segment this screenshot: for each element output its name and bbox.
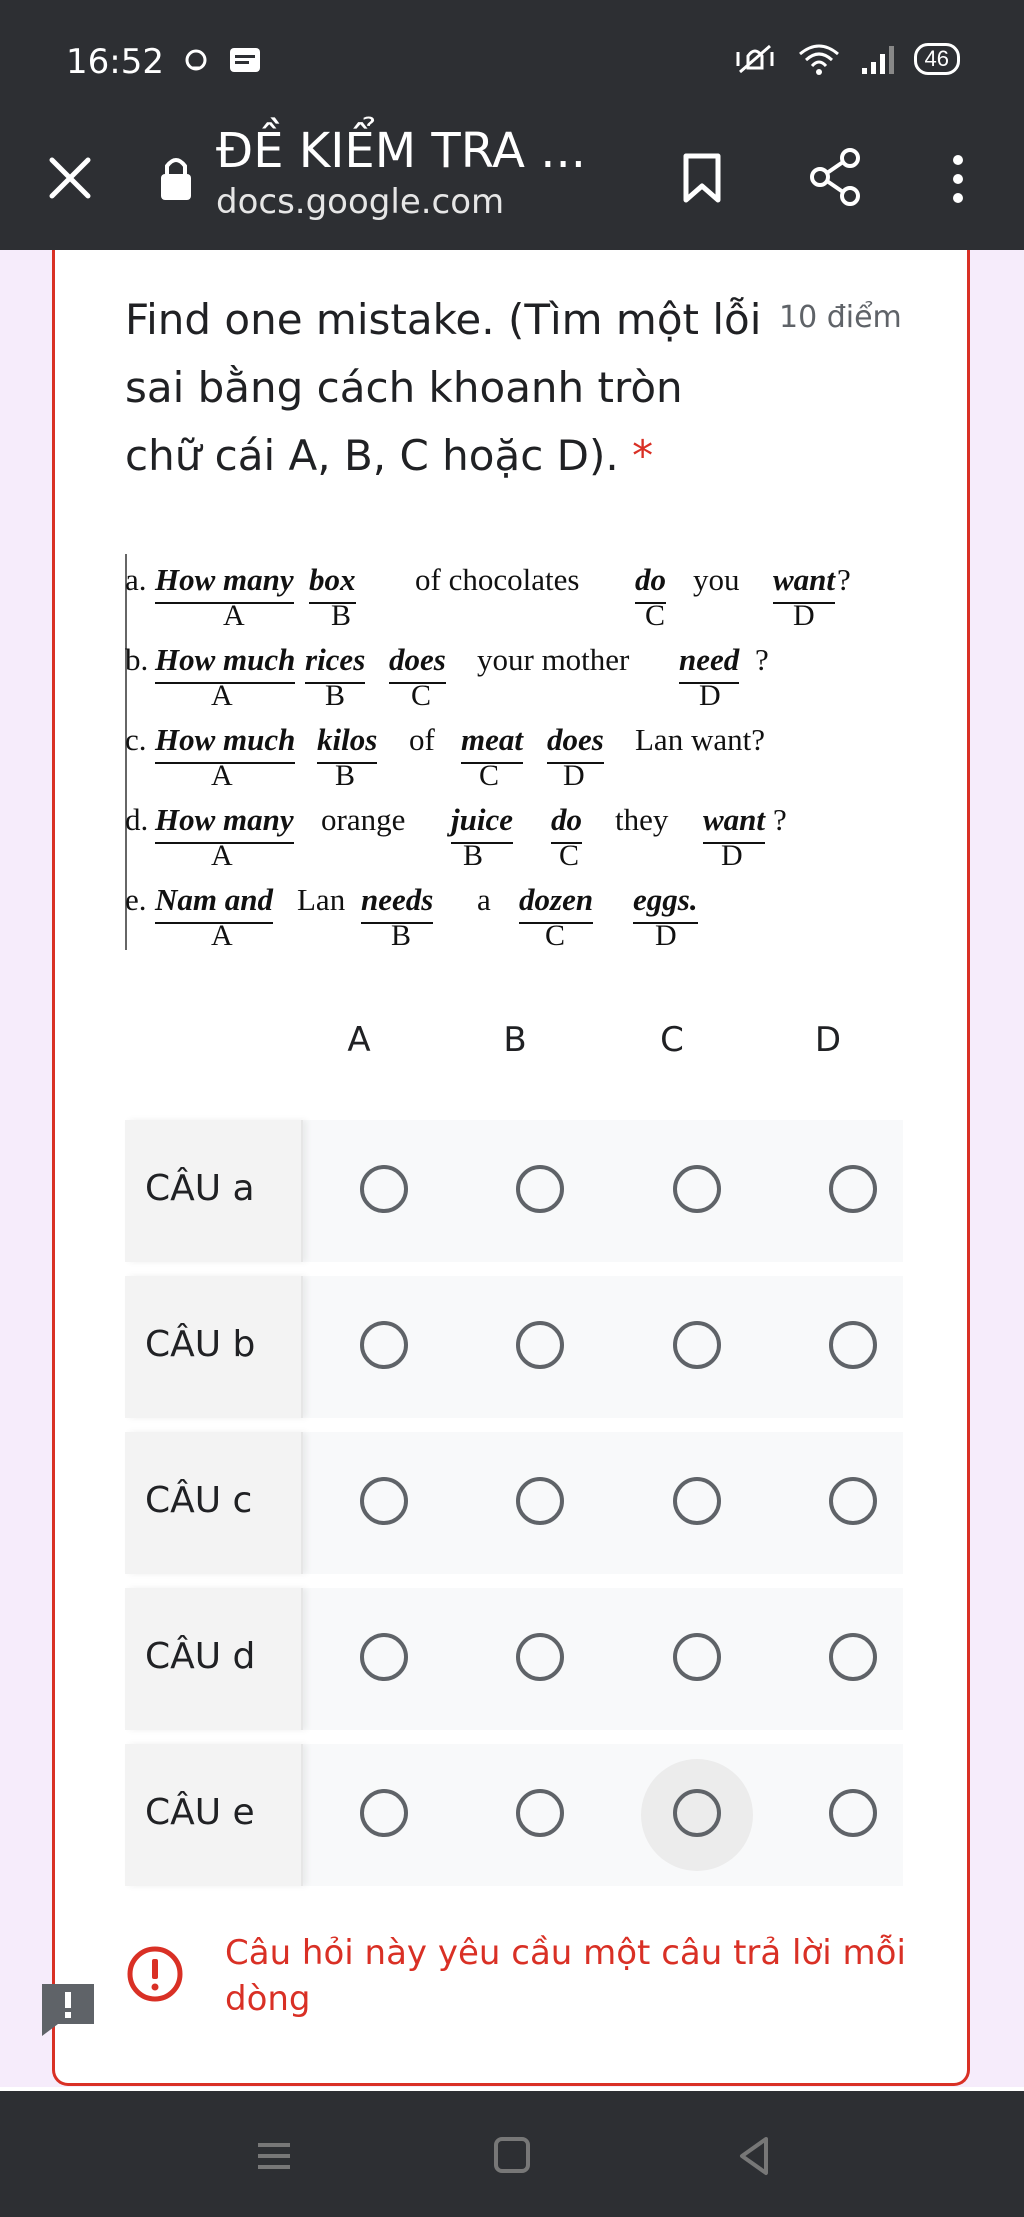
line-prefix: d. (125, 802, 149, 837)
notification-icon (182, 44, 262, 76)
column-header-c: C (660, 1020, 684, 1060)
option-label: B (331, 599, 352, 632)
word-option: want (773, 558, 835, 604)
word-option: rices (305, 638, 365, 684)
word-option: box (309, 558, 356, 604)
word-option: needs (361, 878, 433, 924)
question-card (52, 250, 970, 2086)
option-label: C (411, 679, 432, 712)
word: Lan want? (635, 722, 765, 757)
radio-c-C[interactable] (673, 1477, 721, 1525)
home-icon[interactable] (482, 2131, 542, 2181)
question-image (125, 550, 935, 950)
word: ? (837, 562, 851, 597)
required-mark: * (632, 431, 654, 480)
column-header-d: D (814, 1020, 842, 1060)
word: ? (773, 802, 787, 837)
row-label-c (125, 1432, 303, 1574)
radio-e-B[interactable] (516, 1789, 564, 1837)
word-option: meat (461, 718, 523, 764)
browser-toolbar (0, 124, 1024, 250)
option-label: A (211, 679, 233, 712)
word-option: does (547, 718, 604, 764)
option-label: D (655, 919, 677, 952)
radio-b-A[interactable] (360, 1321, 408, 1369)
option-label: A (211, 839, 233, 872)
option-label: D (699, 679, 721, 712)
exercise-line-e (125, 878, 935, 958)
word: of (409, 722, 435, 757)
option-label: D (563, 759, 585, 792)
grid-row-c (125, 1432, 903, 1574)
option-label: A (211, 759, 233, 792)
option-label: D (721, 839, 743, 872)
row-label-a (125, 1120, 303, 1262)
vibrate-icon (732, 42, 778, 76)
option-label: C (645, 599, 666, 632)
radio-a-A[interactable] (360, 1165, 408, 1213)
word: a (477, 882, 491, 917)
word-option: want (703, 798, 765, 844)
status-time: 16:52 (66, 42, 164, 82)
feedback-icon[interactable] (38, 1980, 98, 2038)
radio-a-D[interactable] (829, 1165, 877, 1213)
row-label-b (125, 1276, 303, 1418)
word: Lan (297, 882, 346, 917)
option-label: A (211, 919, 233, 952)
option-label: B (335, 759, 356, 792)
row-label-text: CÂU c (145, 1480, 253, 1521)
radio-e-C[interactable] (673, 1789, 721, 1837)
radio-c-D[interactable] (829, 1477, 877, 1525)
column-header-b: B (503, 1020, 527, 1060)
radio-c-A[interactable] (360, 1477, 408, 1525)
radio-d-D[interactable] (829, 1633, 877, 1681)
row-label-text: CÂU a (145, 1168, 255, 1209)
signal-icon (860, 42, 896, 76)
radio-d-C[interactable] (673, 1633, 721, 1681)
system-nav-bar (0, 2091, 1024, 2217)
radio-a-C[interactable] (673, 1165, 721, 1213)
back-icon[interactable] (724, 2131, 784, 2181)
status-right (732, 42, 960, 76)
radio-b-C[interactable] (673, 1321, 721, 1369)
word-option: does (389, 638, 446, 684)
word-option: How much (155, 718, 295, 764)
line-prefix: a. (125, 562, 147, 597)
status-bar (0, 0, 1024, 124)
option-label: C (545, 919, 566, 952)
row-label-text: CÂU b (145, 1324, 256, 1365)
radio-e-A[interactable] (360, 1789, 408, 1837)
option-label: C (479, 759, 500, 792)
line-prefix: e. (125, 882, 147, 917)
grid-row-b (125, 1276, 903, 1418)
word-option: juice (451, 798, 513, 844)
error-message: Câu hỏi này yêu cầu một câu trả lời mỗi dòng (225, 1933, 906, 2019)
word-option: Nam and (155, 878, 273, 924)
more-vert-icon[interactable] (940, 144, 976, 214)
option-label: B (463, 839, 484, 872)
exercise-line-a (125, 558, 935, 638)
line-prefix: b. (125, 642, 149, 677)
row-label-text: CÂU e (145, 1792, 255, 1833)
notification-icons (182, 44, 262, 81)
word: your mother (477, 642, 630, 677)
radio-a-B[interactable] (516, 1165, 564, 1213)
word-option: dozen (519, 878, 593, 924)
option-label: C (559, 839, 580, 872)
grid-row-e (125, 1744, 903, 1886)
close-icon[interactable] (40, 148, 100, 208)
radio-e-D[interactable] (829, 1789, 877, 1837)
exercise-line-b (125, 638, 935, 718)
word-option: kilos (317, 718, 377, 764)
word-option: eggs. (633, 878, 698, 924)
option-label: A (223, 599, 245, 632)
row-label-d (125, 1588, 303, 1730)
menu-icon[interactable] (244, 2131, 304, 2181)
word: they (615, 802, 669, 837)
page-title: ĐỀ KIỂM TRA ... (216, 123, 587, 179)
bookmark-icon[interactable] (672, 142, 732, 212)
word-option: do (551, 798, 582, 844)
column-header-a: A (347, 1020, 371, 1060)
radio-b-B[interactable] (516, 1321, 564, 1369)
word-option: How many (155, 558, 294, 604)
word: orange (321, 802, 406, 837)
question-text: Find one mistake. (Tìm một lỗi sai bằng cách khoanh tròn chữ cái A, B, C hoặc D). (125, 295, 762, 480)
battery-indicator: 46 (914, 43, 960, 75)
exercise-line-c (125, 718, 935, 798)
row-label-e (125, 1744, 303, 1886)
word: ? (755, 642, 769, 677)
option-label: B (391, 919, 412, 952)
radio-b-D[interactable] (829, 1321, 877, 1369)
radio-d-B[interactable] (516, 1633, 564, 1681)
share-icon[interactable] (806, 142, 866, 212)
word-option: How much (155, 638, 295, 684)
word: you (693, 562, 740, 597)
word-option: How many (155, 798, 294, 844)
wifi-icon (796, 42, 842, 76)
word-option: do (635, 558, 666, 604)
line-prefix: c. (125, 722, 147, 757)
word: of chocolates (415, 562, 580, 597)
option-label: D (793, 599, 815, 632)
question-title (125, 286, 765, 490)
grid-row-a (125, 1120, 903, 1262)
radio-c-B[interactable] (516, 1477, 564, 1525)
option-label: B (325, 679, 346, 712)
row-label-text: CÂU d (145, 1636, 256, 1677)
question-points: 10 điểm (779, 300, 902, 335)
grid-row-d (125, 1588, 903, 1730)
lock-icon (158, 152, 194, 202)
radio-d-A[interactable] (360, 1633, 408, 1681)
exercise-line-d (125, 798, 935, 878)
error-icon (125, 1944, 185, 2004)
page-url[interactable]: docs.google.com (216, 182, 505, 222)
word-option: need (679, 638, 739, 684)
